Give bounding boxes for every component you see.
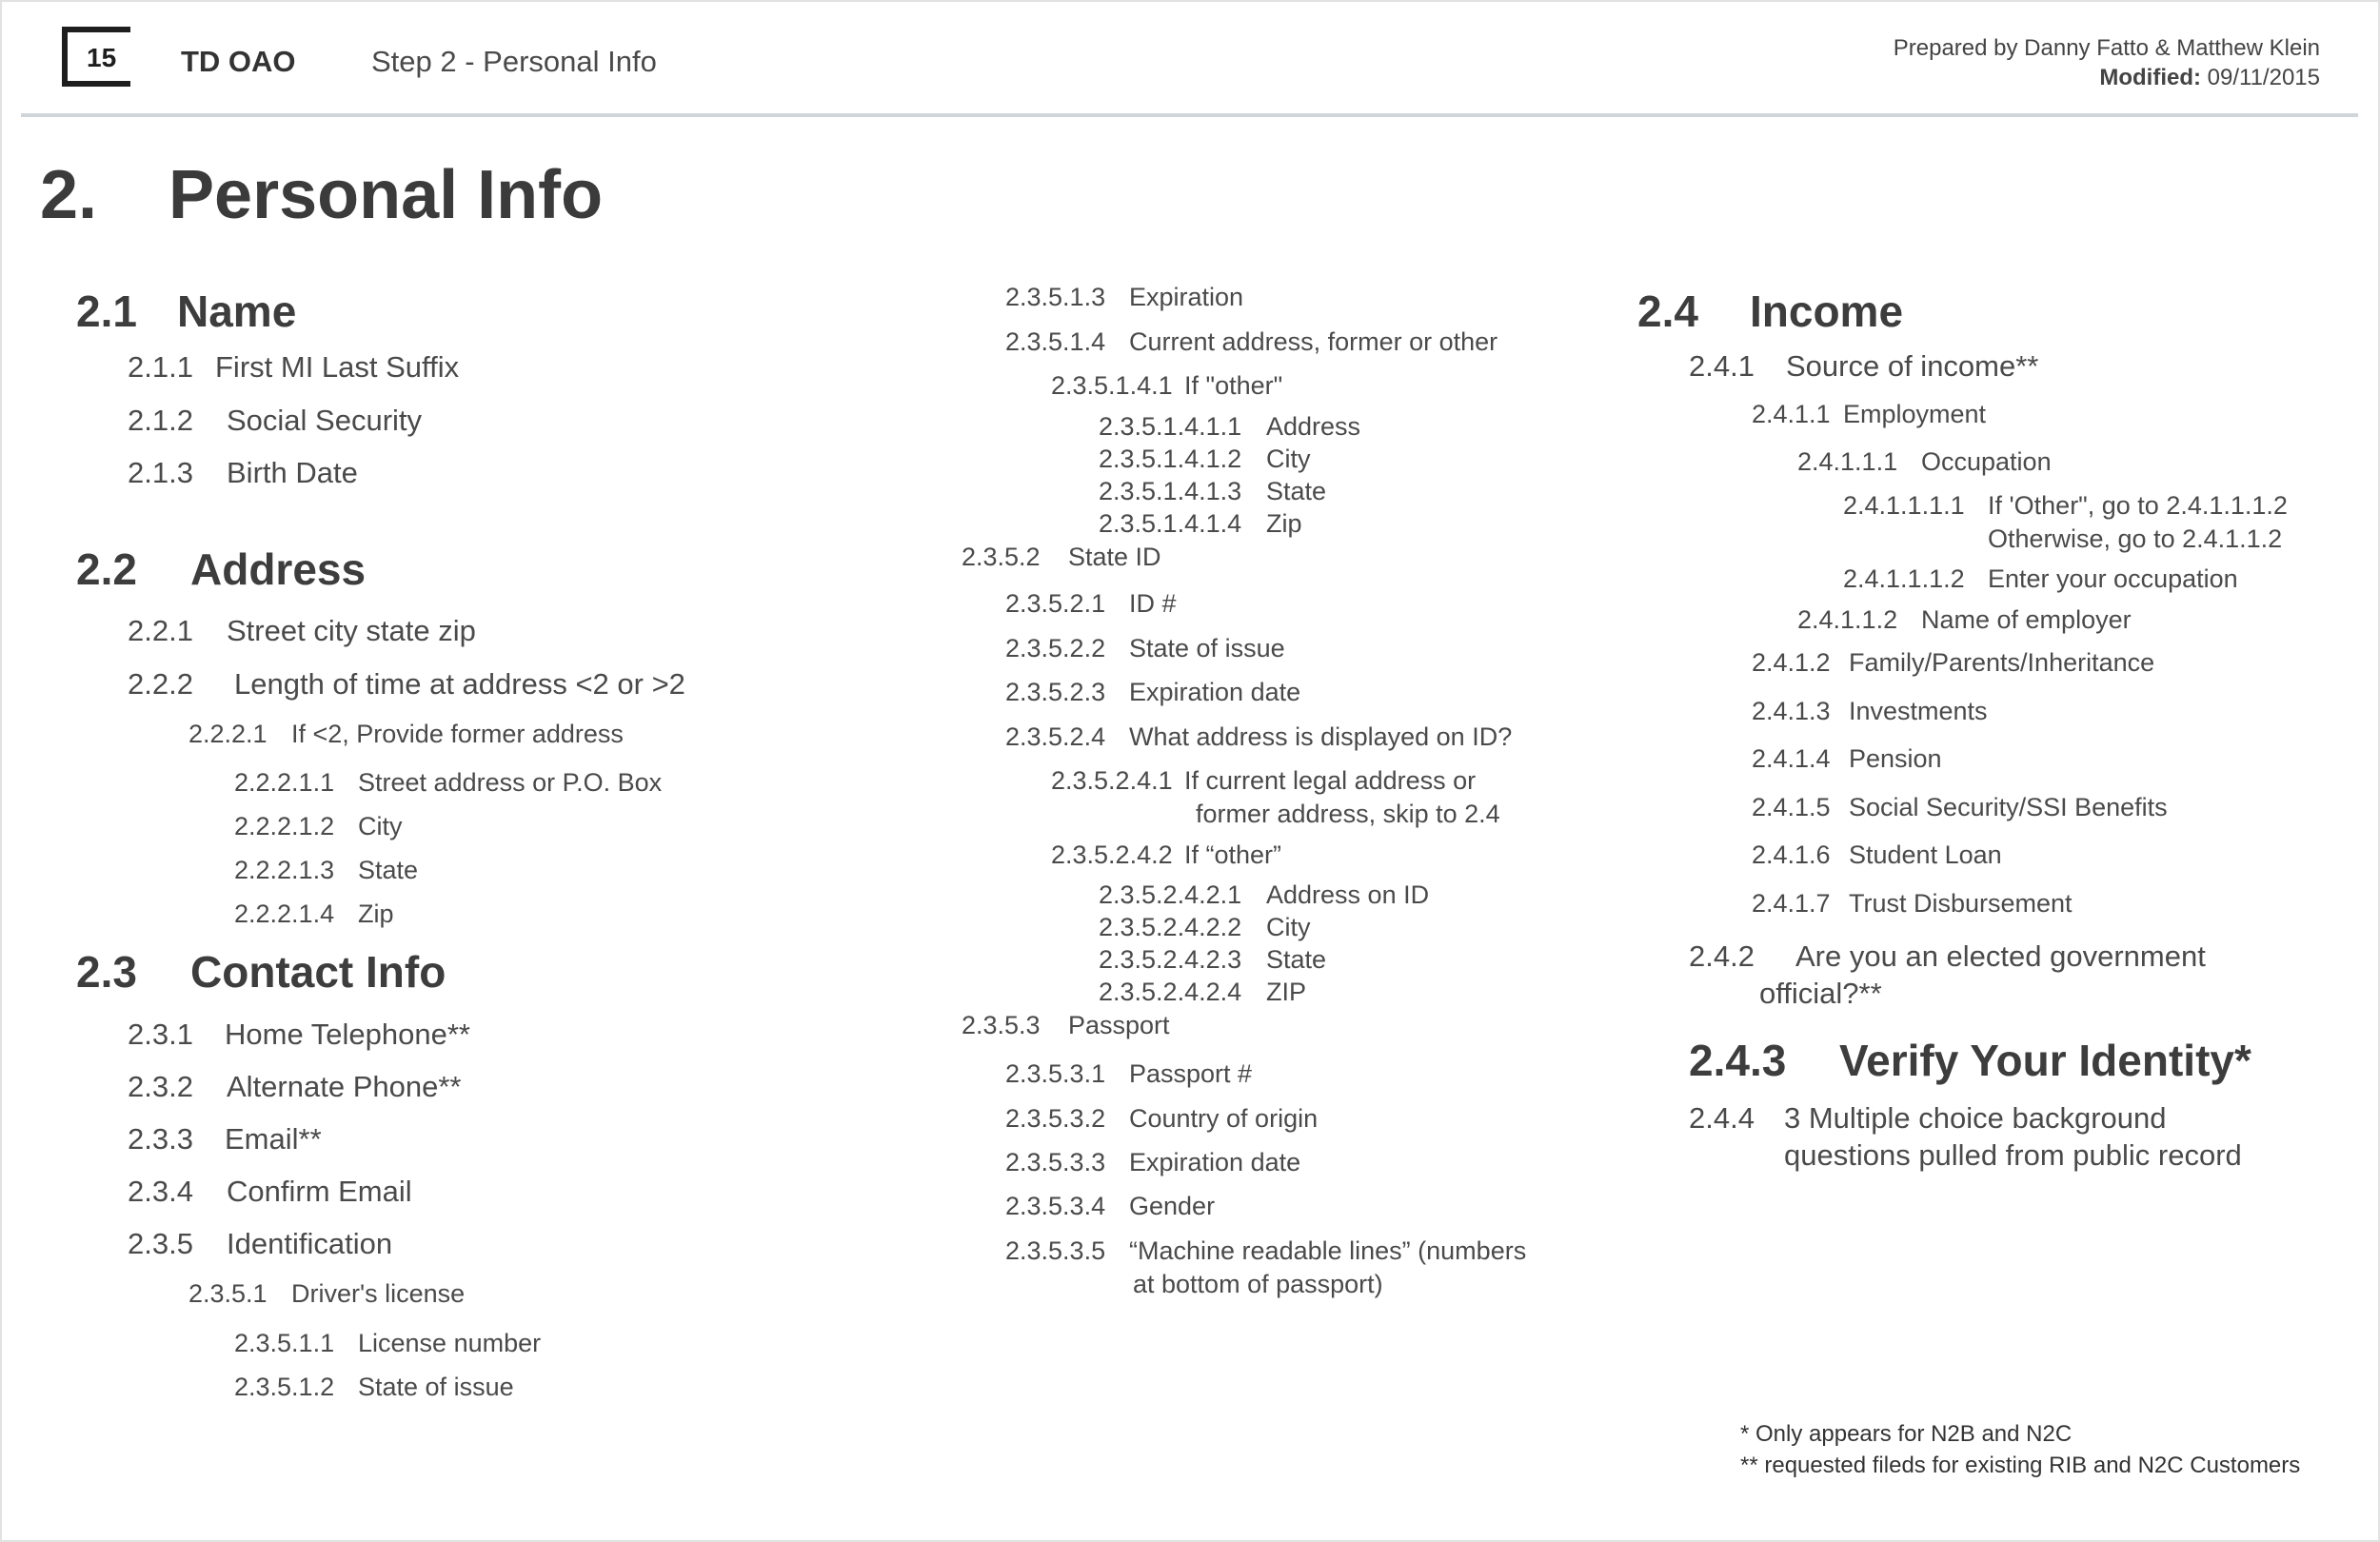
item-text: Enter your occupation <box>1988 564 2238 593</box>
item-text: Are you an elected government <box>1795 939 2206 973</box>
outline-item-2-2-2-1 <box>188 720 624 749</box>
outline-item-2-3-5-2-2 <box>1005 634 1285 663</box>
section-heading-2-4-3 <box>1689 1035 2251 1086</box>
item-text: Street address or P.O. Box <box>358 768 663 797</box>
outline-item-2-3-5-1-4-1-2 <box>1099 445 1311 474</box>
item-text: Investments <box>1849 697 1988 725</box>
item-text: State <box>1266 945 1327 974</box>
item-text: If “other” <box>1184 840 1282 869</box>
outline-item-2-4-1-1-1-1 <box>1843 491 2288 521</box>
item-text: Social Security/SSI Benefits <box>1849 793 2168 821</box>
item-text: Source of income** <box>1786 349 2039 383</box>
item-number: 2.3.5.1.4.1.2 <box>1099 445 1242 473</box>
outline-item-2-3-5-1-1 <box>234 1329 541 1358</box>
item-text: Street city state zip <box>227 614 476 647</box>
item-text: Income <box>1750 287 1904 336</box>
outline-item-2-4-1-2 <box>1752 648 2154 678</box>
outline-item-2-3-5-2-4-2-2 <box>1099 913 1311 942</box>
item-number: 2.3.5.1.4.1 <box>1051 371 1173 400</box>
item-number: 2.3.5 <box>128 1227 193 1260</box>
item-text: Birth Date <box>227 456 358 489</box>
outline-item-2-3-5-3-5 <box>1005 1236 1526 1266</box>
item-number: 2.3.5.2.3 <box>1005 678 1106 706</box>
item-number: 2.1.1 <box>128 350 193 384</box>
outline-item-2-3-5-2-4-1 <box>1051 766 1476 796</box>
item-text: Driver's license <box>291 1279 466 1308</box>
section-heading-2-1 <box>76 286 296 337</box>
item-text: If current legal address or <box>1184 766 1477 795</box>
outline-item-2-3-3 <box>128 1122 322 1156</box>
item-number: 2.3.1 <box>128 1018 193 1051</box>
outline-item-2-3-5-3-2 <box>1005 1104 1318 1134</box>
item-text: Employment <box>1843 400 1987 428</box>
item-number: 2.1 <box>76 287 137 336</box>
page-number: 15 <box>87 43 117 72</box>
outline-item-2-3-5-1-4-1-3 <box>1099 477 1326 506</box>
outline-item-2-1-2 <box>128 404 422 438</box>
item-number: 2.3.5.3.4 <box>1005 1192 1106 1220</box>
item-number: 2.3.5.3.2 <box>1005 1104 1106 1133</box>
outline-item-2-4-1-7 <box>1752 889 2073 919</box>
item-text: State of issue <box>358 1373 514 1401</box>
item-text: First MI Last Suffix <box>215 350 460 384</box>
outline-item-2-3-5-2-4-2 <box>1051 840 1281 870</box>
item-number: 2.4.2 <box>1689 939 1755 973</box>
outline-item-2-3-5-2-1 <box>1005 589 1177 619</box>
outline-item-2-1-1 <box>128 350 459 385</box>
item-number: 2.2.2.1.3 <box>234 856 335 884</box>
outline-item-2-3-5-2-4-2-4 <box>1099 978 1306 1007</box>
item-text: Social Security <box>227 404 423 437</box>
page-title-text: Personal Info <box>169 157 604 233</box>
item-text: ZIP <box>1266 978 1307 1006</box>
item-text: Contact Info <box>190 947 446 997</box>
modified-line <box>1894 63 2320 92</box>
outline-item-2-3-5-2-3 <box>1005 678 1300 707</box>
page-number-badge <box>62 27 121 87</box>
item-text-continued: former address, skip to 2.4 <box>1196 800 1500 828</box>
item-number: 2.3.5.2.4 <box>1005 722 1106 751</box>
item-number: 2.3.5.2 <box>962 543 1041 571</box>
item-text: Confirm Email <box>227 1175 412 1208</box>
outline-item-2-3-5-2 <box>962 543 1161 572</box>
outline-item-2-3-5-3-1 <box>1005 1059 1252 1089</box>
item-text: License number <box>358 1329 542 1357</box>
item-number: 2.1.2 <box>128 404 193 437</box>
item-number: 2.3.5.2.4.1 <box>1051 766 1173 795</box>
item-number: 2.3.5.3.3 <box>1005 1148 1106 1176</box>
outline-item-2-3-5-1 <box>188 1279 465 1309</box>
item-text: If 'Other", go to 2.4.1.1.1.2 <box>1988 491 2288 520</box>
item-text: Current address, former or other <box>1129 327 1498 356</box>
item-text: State <box>358 856 419 884</box>
item-text: Family/Parents/Inheritance <box>1849 648 2155 677</box>
item-text: State <box>1266 477 1327 505</box>
item-number: 2.3.4 <box>128 1175 193 1208</box>
item-text: City <box>1266 913 1311 941</box>
item-text: ID # <box>1129 589 1177 618</box>
item-text: Zip <box>358 900 394 928</box>
item-number: 2.3.5.2.4.2.4 <box>1099 978 1242 1006</box>
outline-item-2-2-2 <box>128 667 685 702</box>
item-text: Alternate Phone** <box>227 1070 462 1103</box>
outline-item-2-3-5-1-4-1 <box>1051 371 1282 401</box>
item-text: Zip <box>1266 509 1302 538</box>
item-number: 2.3.5.3.5 <box>1005 1236 1106 1265</box>
item-number: 2.3.5.1 <box>188 1279 268 1308</box>
item-number: 2.4.1.1.1 <box>1797 447 1898 476</box>
modified-label: Modified: <box>2099 65 2201 90</box>
item-text-continued: Otherwise, go to 2.4.1.1.2 <box>1988 524 2283 553</box>
item-number: 2.3.5.2.1 <box>1005 589 1106 618</box>
prepared-by: Prepared by Danny Fatto & Matthew Klein <box>1893 35 2320 61</box>
item-text: Trust Disbursement <box>1849 889 2073 918</box>
item-number: 2.3.5.2.4.2 <box>1051 840 1173 869</box>
outline-item-2-4-1-6 <box>1752 840 2002 870</box>
item-number: 2.2 <box>76 544 137 594</box>
item-text: Verify Your Identity* <box>1839 1036 2251 1085</box>
item-text: City <box>1266 445 1311 473</box>
outline-item-2-3-5-2-4-2-1 <box>1099 880 1429 910</box>
item-text: Length of time at address <2 or >2 <box>234 667 685 701</box>
item-number: 2.2.2.1.2 <box>234 812 335 840</box>
item-number: 2.4.1 <box>1689 349 1755 383</box>
item-number: 2.4.1.3 <box>1752 697 1831 725</box>
item-text: State ID <box>1068 543 1161 571</box>
outline-item-2-3-5 <box>128 1227 392 1261</box>
item-number: 2.3.2 <box>128 1070 193 1103</box>
item-number: 2.3.5.2.4.2.1 <box>1099 880 1242 909</box>
item-number: 2.4.1.1.2 <box>1797 605 1898 634</box>
outline-item-2-4-1-1-1-2 <box>1843 564 2238 594</box>
outline-item-2-4-1-1-2 <box>1797 605 2132 635</box>
item-number: 2.1.3 <box>128 456 193 489</box>
item-text: Name of employer <box>1921 605 2132 634</box>
outline-item-2-4-1-1 <box>1752 400 1986 429</box>
item-text: Passport # <box>1129 1059 1253 1088</box>
item-text: “Machine readable lines” (numbers <box>1129 1236 1527 1265</box>
outline-item-2-2-2-1-3 <box>234 856 418 885</box>
item-number: 2.3.5.3 <box>962 1011 1041 1039</box>
outline-item-2-4-1 <box>1689 349 2038 384</box>
item-number: 2.4.3 <box>1689 1036 1787 1085</box>
item-text: City <box>358 812 403 840</box>
outline-item-2-2-2-1-1 <box>234 768 662 798</box>
item-number: 2.4.1.2 <box>1752 648 1831 677</box>
outline-item-2-4-1-5 <box>1752 793 2168 822</box>
item-text-continued: at bottom of passport) <box>1133 1270 1383 1298</box>
item-text: If "other" <box>1184 371 1283 400</box>
outline-item-2-3-5-2-4-2-3 <box>1099 945 1326 975</box>
outline-item-2-4-1-4 <box>1752 744 1942 774</box>
item-number: 2.3.5.1.4.1.3 <box>1099 477 1242 505</box>
item-number: 2.4.1.1.1.2 <box>1843 564 1965 593</box>
item-text: Address on ID <box>1266 880 1430 909</box>
item-number: 2.3 <box>76 947 137 997</box>
item-text: Name <box>177 287 297 336</box>
outline-item-2-3-5-3-3 <box>1005 1148 1300 1177</box>
item-text-continued: official?** <box>1759 977 1882 1010</box>
item-number: 2.4.1.7 <box>1752 889 1831 918</box>
modified-date: 09/11/2015 <box>2207 65 2320 90</box>
item-number: 2.3.5.1.3 <box>1005 283 1106 311</box>
item-number: 2.4.1.1.1.1 <box>1843 491 1965 520</box>
item-text: Address <box>1266 412 1361 441</box>
item-text: Home Telephone** <box>225 1018 470 1051</box>
outline-item-2-3-5-2-4 <box>1005 722 1512 752</box>
outline-item-2-3-5-1-2 <box>234 1373 514 1402</box>
outline-item-2-4-4 <box>1689 1101 2167 1136</box>
item-text: Country of origin <box>1129 1104 1319 1133</box>
footnote-2: ** requested fileds for existing RIB and N2C Customers <box>1740 1453 2301 1478</box>
item-text: Email** <box>225 1122 322 1156</box>
outline-item-2-2-1 <box>128 614 476 648</box>
item-text: Address <box>190 544 367 594</box>
outline-item-2-3-5-1-4-1-4 <box>1099 509 1302 539</box>
outline-item-2-3-5-3 <box>962 1011 1170 1040</box>
prepared-by-block <box>1894 33 2320 92</box>
outline-item-2-2-2-1-2 <box>234 812 403 841</box>
item-number: 2.2.2.1.4 <box>234 900 335 928</box>
item-text: Student Loan <box>1849 840 2002 869</box>
item-number: 2.2.2.1 <box>188 720 268 748</box>
item-number: 2.3.5.2.4.2.2 <box>1099 913 1242 941</box>
item-number: 2.3.5.1.4 <box>1005 327 1106 356</box>
item-number: 2.3.5.3.1 <box>1005 1059 1106 1088</box>
header-divider <box>21 113 2358 117</box>
item-number: 2.3.5.2.4.2.3 <box>1099 945 1242 974</box>
item-number: 2.4 <box>1637 287 1698 336</box>
item-number: 2.3.5.1.4.1.1 <box>1099 412 1242 441</box>
item-text: If <2, Provide former address <box>291 720 624 748</box>
outline-item-2-4-2 <box>1689 939 2206 974</box>
outline-item-2-3-4 <box>128 1175 412 1209</box>
item-text: Identification <box>227 1227 393 1260</box>
outline-item-2-4-1-3 <box>1752 697 1988 726</box>
outline-item-2-3-2 <box>128 1070 461 1104</box>
item-number: 2.2.1 <box>128 614 193 647</box>
item-number: 2.3.3 <box>128 1122 193 1156</box>
page-title <box>40 156 603 234</box>
item-number: 2.2.2 <box>128 667 193 701</box>
item-text: Gender <box>1129 1192 1216 1220</box>
outline-item-2-3-5-1-3 <box>1005 283 1243 312</box>
outline-item-2-4-1-1-1 <box>1797 447 2052 477</box>
item-text: 3 Multiple choice background <box>1784 1101 2167 1135</box>
item-number: 2.4.4 <box>1689 1101 1755 1135</box>
section-heading-2-4 <box>1637 286 1903 337</box>
item-text: Occupation <box>1921 447 2052 476</box>
item-text: What address is displayed on ID? <box>1129 722 1513 751</box>
footnote-1: * Only appears for N2B and N2C <box>1740 1421 2073 1447</box>
step-title: Step 2 - Personal Info <box>371 45 657 78</box>
item-text: State of issue <box>1129 634 1285 662</box>
item-number: 2.3.5.1.1 <box>234 1329 335 1357</box>
item-text-continued: questions pulled from public record <box>1784 1138 2242 1172</box>
item-text: Expiration <box>1129 283 1244 311</box>
outline-item-2-3-5-1-4 <box>1005 327 1497 357</box>
section-heading-2-2 <box>76 544 366 595</box>
item-text: Pension <box>1849 744 1942 773</box>
item-number: 2.4.1.4 <box>1752 744 1831 773</box>
outline-item-2-3-5-1-4-1-1 <box>1099 412 1360 442</box>
item-number: 2.4.1.5 <box>1752 793 1831 821</box>
item-number: 2.2.2.1.1 <box>234 768 335 797</box>
outline-item-2-2-2-1-4 <box>234 900 394 929</box>
outline-item-2-3-1 <box>128 1018 470 1052</box>
item-text: Expiration date <box>1129 678 1301 706</box>
item-number: 2.4.1.1 <box>1752 400 1831 428</box>
item-text: Expiration date <box>1129 1148 1301 1176</box>
outline-item-2-3-5-3-4 <box>1005 1192 1215 1221</box>
item-text: Passport <box>1068 1011 1170 1039</box>
item-number: 2.3.5.1.4.1.4 <box>1099 509 1242 538</box>
item-number: 2.4.1.6 <box>1752 840 1831 869</box>
item-number: 2.3.5.2.2 <box>1005 634 1106 662</box>
outline-item-2-1-3 <box>128 456 358 490</box>
item-number: 2.3.5.1.2 <box>234 1373 335 1401</box>
brand-name: TD OAO <box>181 45 296 78</box>
page-title-number: 2. <box>40 157 98 233</box>
section-heading-2-3 <box>76 946 446 998</box>
